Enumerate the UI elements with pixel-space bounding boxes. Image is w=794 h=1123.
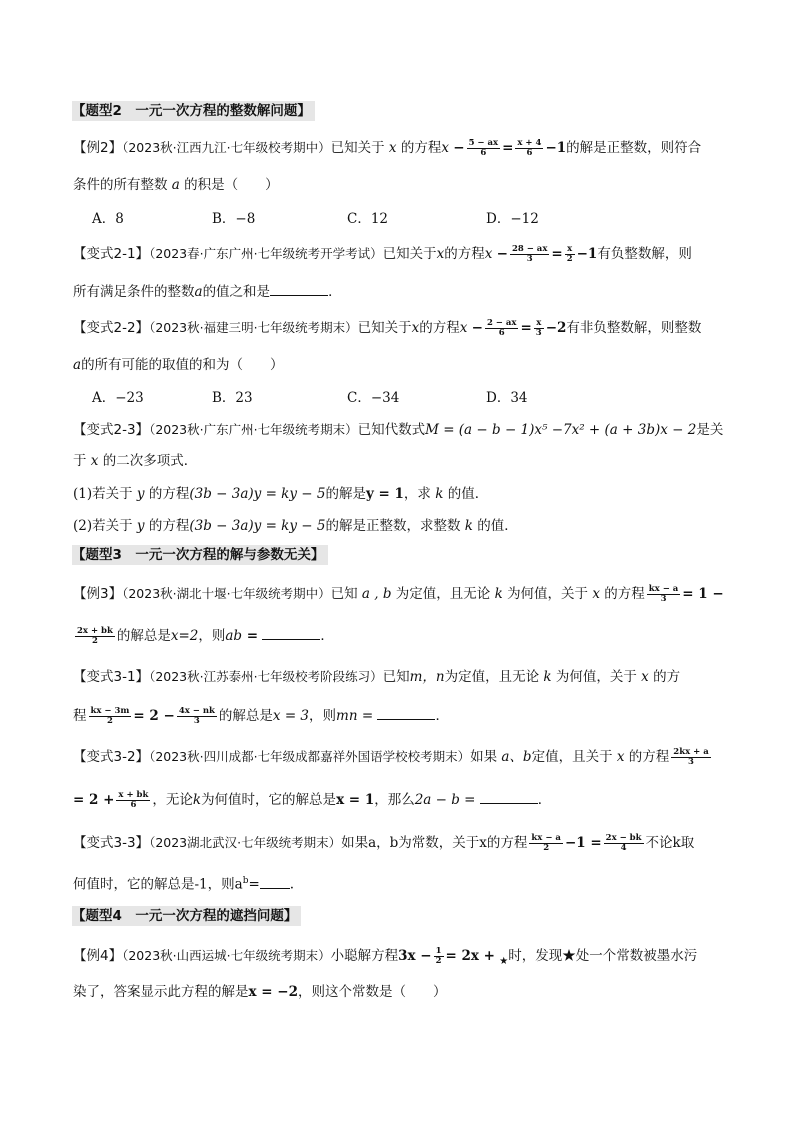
stem-text: 的值． (477, 518, 518, 534)
source-note: （2023湖北武汉·七年级统考期末） (149, 835, 342, 850)
stem-text: ． (328, 284, 342, 300)
stem-text: 的方程 (148, 518, 190, 534)
fraction-numerator: kx − a (531, 833, 561, 843)
stem-text: . (289, 876, 295, 893)
stem-text: 为何值时，它的解总是 (201, 792, 337, 808)
fraction-numerator: kx − 3m (90, 706, 130, 716)
stem-text: 的解是正整数，则符合 (566, 140, 702, 156)
variant-tag: 【变式3-1】 (73, 669, 150, 685)
stem-text: 已知关于 (382, 246, 437, 262)
fraction (515, 139, 543, 158)
fraction-denominator: 3 (193, 716, 200, 726)
fraction-numerator: 5 − ax (468, 138, 499, 148)
option-a: A．−23 (92, 390, 144, 406)
example-tag: 【例2】 (73, 140, 123, 156)
stem-text: 的解是 (325, 486, 366, 502)
stem-text: 是关 (696, 422, 724, 438)
stem-text: 何值时，它的解总是-1，则a (73, 876, 243, 893)
fraction (565, 245, 575, 264)
math-var: x (459, 320, 468, 336)
example-4-line-2 (73, 982, 728, 1002)
math-var: y (136, 518, 145, 534)
stem-text: 有负整数解，则 (597, 246, 692, 262)
fraction-numerator: 4x − nk (178, 706, 215, 716)
fraction (434, 947, 444, 966)
math-expr: = 2 − (133, 708, 175, 724)
math-var: x (388, 140, 397, 156)
stem-text: 的方 (653, 669, 681, 685)
stem-text: 不论k取 (645, 835, 695, 851)
option-d: D．34 (486, 390, 528, 406)
math-var: k (494, 586, 503, 602)
stem-text: 的解总是 (218, 708, 273, 724)
example-2-line-2 (73, 175, 728, 195)
example-tag: 【例3】 (73, 586, 123, 602)
math-var: x (592, 586, 600, 602)
math-var: k (543, 669, 552, 685)
math-var: x (484, 246, 493, 262)
stem-text: ，那么 (374, 792, 415, 808)
stem-text: ． (537, 792, 552, 808)
math-op: = (551, 246, 563, 262)
stem-text: ，则 (309, 708, 337, 724)
variant-2-3-line-2 (73, 451, 728, 471)
stem-text: 如果a，b为常数，关于x的方程 (341, 835, 528, 851)
stem-text: 的值． (447, 486, 489, 502)
example-3-line-2 (73, 625, 728, 646)
stem-text: 染了，答案显示此方程的解是 (73, 984, 249, 1000)
stem-text: (1)若关于 (73, 486, 133, 502)
stem-text: 的值之和是 (202, 284, 271, 300)
math-var: x (641, 669, 649, 685)
fraction-numerator: 1 (435, 946, 442, 956)
stem-text: 的积是（ ） (184, 177, 279, 193)
math-expr: = 2x + (445, 948, 495, 964)
option-c: C．12 (347, 211, 389, 227)
stem-text: 的所有可能的取值的和为（ ） (81, 357, 284, 373)
stem-text: 已知 (330, 586, 358, 602)
fraction-numerator: x (565, 245, 575, 255)
math-op: = (242, 628, 259, 644)
stem-text: 的解是正整数，求整数 (325, 518, 461, 534)
math-expr: (3b − 3a)y = ky − 5 (189, 518, 326, 534)
math-var: a (171, 177, 180, 193)
variant-2-3-line-1 (73, 420, 728, 440)
variant-3-1-line-1 (73, 667, 728, 687)
fraction-denominator: 6 (480, 148, 487, 158)
option-b: B．23 (212, 390, 253, 406)
source-note: （2023秋·山西运城·七年级统考期末） (122, 948, 331, 963)
math-var: a , b (361, 586, 392, 602)
answer-blank[interactable] (377, 705, 435, 720)
answer-blank[interactable] (270, 281, 328, 296)
math-expr: ab (225, 628, 243, 644)
stem-text: 为定值，且无论 (395, 586, 491, 602)
fraction (510, 245, 549, 264)
math-expr: −1 (576, 246, 598, 262)
math-var: x (616, 749, 625, 765)
stem-text: 程 (73, 708, 87, 724)
stem-text: 为何值，关于 (555, 669, 637, 685)
fraction-numerator: 2x + bk (77, 626, 113, 636)
source-note: （2023春·广东广州·七年级统考开学考试） (149, 246, 383, 261)
math-op: − (471, 320, 483, 336)
fraction (604, 834, 644, 853)
math-var: k (464, 518, 473, 534)
fraction-denominator: 2 (91, 636, 98, 646)
variant-2-3-question-2 (73, 516, 728, 536)
stem-text: 的方程 (444, 246, 485, 262)
math-op: = (520, 320, 532, 336)
stem-text: 如果 (470, 749, 498, 765)
example-tag: 【例4】 (73, 948, 123, 964)
variant-2-2-line-2 (73, 355, 728, 375)
fraction (529, 834, 563, 853)
math-op: − (496, 246, 508, 262)
variant-tag: 【变式2-3】 (73, 422, 150, 438)
math-var: y (136, 486, 145, 502)
stem-text: 的方程 (628, 749, 670, 765)
math-expr: −1 (545, 140, 567, 156)
fraction-denominator: 4 (620, 843, 627, 853)
math-var: a、b (501, 749, 532, 765)
fraction-denominator: 6 (526, 148, 533, 158)
math-expr: mn = (336, 708, 374, 724)
stem-text: ，则这个常数是（ ） (297, 984, 447, 1000)
fraction (534, 319, 544, 338)
fraction (671, 748, 710, 767)
option-b: B．−8 (212, 211, 256, 227)
stem-text: ，则 (198, 628, 226, 644)
stem-text: 的方程 (604, 586, 645, 602)
fraction-denominator: 2 (435, 956, 442, 966)
variant-3-3-line-1 (73, 833, 728, 853)
math-var: k (192, 792, 202, 808)
variant-2-2-line-1 (73, 318, 728, 338)
math-expr: −2 (545, 320, 567, 336)
fraction-numerator: 28 − ax (511, 244, 548, 254)
source-note: （2023秋·福建三明·七年级统考期末） (149, 320, 358, 335)
math-expr: M = (a − b − 1)x⁵ −7x² + (a + 3b)x − 2 (425, 422, 697, 438)
fraction (647, 585, 681, 604)
math-expr: 3x − (398, 948, 432, 964)
superscript: b (242, 876, 249, 886)
stem-text: 小聪解方程 (330, 948, 399, 964)
math-expr: = 2 + (73, 792, 115, 808)
fraction-denominator: 2 (106, 716, 113, 726)
stem-text: 时，发现★处一个常数被墨水污 (508, 948, 698, 964)
math-expr: 2a − b = (414, 792, 476, 808)
stem-text: 已知关于 (330, 140, 385, 156)
stem-text: 的方程 (400, 140, 442, 156)
section-heading-type3: 【题型3 一元一次方程的解与参数无关】 (72, 545, 328, 565)
variant-3-1-line-2 (73, 705, 728, 726)
section-heading-type2: 【题型2 一元一次方程的整数解问题】 (72, 101, 315, 121)
math-expr: y = 1 (365, 486, 404, 502)
answer-blank[interactable] (260, 874, 290, 889)
stem-text: 定值，且关于 (531, 749, 613, 765)
stem-text: 已知关于 (357, 320, 412, 336)
variant-3-2-line-2 (73, 789, 728, 810)
stem-text: 已知 (382, 669, 410, 685)
fraction-denominator: 6 (498, 328, 505, 338)
stem-text: ，无论 (152, 792, 193, 808)
variant-2-3-question-1 (73, 484, 728, 504)
math-var: a (194, 284, 203, 300)
stem-text: 的解总是 (116, 628, 171, 644)
example-3-line-1 (73, 584, 728, 604)
fraction-denominator: 3 (535, 328, 542, 338)
source-note: （2023秋·湖北十堰·七年级统考期中） (122, 586, 331, 601)
stem-text: 已知代数式 (357, 422, 426, 438)
math-expr: x = 1 (336, 792, 375, 808)
source-note: （2023秋·广东广州·七年级统考期末） (149, 422, 358, 437)
stem-text: 的方程 (148, 486, 190, 502)
math-expr: = 1 − (682, 586, 724, 602)
fraction-denominator: 3 (526, 254, 533, 264)
fraction-denominator: 3 (688, 757, 694, 767)
variant-2-1-line-1 (73, 244, 728, 264)
stem-text: 的二次多项式． (102, 453, 198, 469)
variant-tag: 【变式2-2】 (73, 320, 150, 336)
stem-text: 有非负整数解，则整数 (566, 320, 702, 336)
stem-text: (2)若关于 (73, 518, 133, 534)
star-icon: ★ (499, 956, 509, 967)
source-note: （2023秋·江苏泰州·七年级校考阶段练习） (149, 669, 383, 684)
fraction (75, 627, 115, 646)
fraction (116, 791, 150, 810)
fraction (89, 707, 132, 726)
fraction-numerator: 2x − bk (605, 833, 642, 843)
fraction (177, 707, 217, 726)
option-c: C．−34 (347, 390, 400, 406)
math-var: x (441, 140, 449, 156)
variant-3-3-line-2 (73, 871, 728, 895)
math-op: − (453, 140, 465, 156)
variant-tag: 【变式3-2】 (73, 749, 150, 765)
stem-text: = (248, 876, 260, 893)
stem-text: 条件的所有整数 (73, 177, 168, 193)
math-var: a (73, 357, 82, 373)
math-expr: x = 3 (272, 708, 310, 724)
fraction-denominator: 3 (660, 594, 667, 604)
fraction (485, 319, 519, 338)
fraction-numerator: x + 4 (517, 138, 542, 148)
answer-blank[interactable] (262, 625, 320, 640)
math-var: m，n (409, 669, 445, 685)
math-expr: x = −2 (248, 984, 298, 1000)
stem-text: 于 (73, 453, 87, 469)
variant-tag: 【变式2-1】 (73, 246, 150, 262)
fraction-denominator: 2 (566, 254, 573, 264)
math-var: x (90, 453, 99, 469)
math-expr: x=2 (170, 628, 199, 644)
math-op: = (502, 140, 514, 156)
variant-3-2-line-1 (73, 747, 728, 767)
stem-text: ． (320, 628, 334, 644)
stem-text: 的方程 (419, 320, 460, 336)
variant-2-1-line-2 (73, 281, 728, 302)
math-var: x (411, 320, 420, 336)
stem-text: 所有满足条件的整数 (73, 284, 195, 300)
math-var: k (435, 486, 444, 502)
answer-blank[interactable] (480, 789, 538, 804)
fraction-numerator: kx − a (648, 584, 679, 594)
stem-text: ，求 (403, 486, 431, 502)
option-a: A．8 (92, 211, 124, 227)
section-heading-type4: 【题型4 一元一次方程的遮挡问题】 (72, 906, 301, 926)
source-note: （2023秋·江西九江·七年级校考期中） (122, 140, 331, 155)
fraction-numerator: x + bk (118, 790, 149, 800)
fraction-numerator: 2kx + a (673, 747, 709, 757)
stem-text: 为何值，关于 (507, 586, 589, 602)
source-note: （2023秋·四川成都·七年级成都嘉祥外国语学校校考期末） (149, 749, 471, 764)
variant-tag: 【变式3-3】 (73, 835, 150, 851)
fraction-denominator: 6 (130, 800, 137, 810)
example-2-line-1 (73, 138, 728, 158)
option-d: D．−12 (486, 211, 539, 227)
math-expr: −1 = (564, 835, 602, 851)
stem-text: ． (435, 708, 449, 724)
stem-text: 为定值，且无论 (444, 669, 540, 685)
fraction-numerator: x (534, 319, 544, 329)
fraction-numerator: 2 − ax (486, 318, 517, 328)
math-expr: (3b − 3a)y = ky − 5 (189, 486, 326, 502)
fraction-denominator: 2 (543, 843, 550, 853)
math-var: x (436, 246, 445, 262)
example-4-line-1 (73, 946, 728, 972)
fraction (467, 139, 501, 158)
